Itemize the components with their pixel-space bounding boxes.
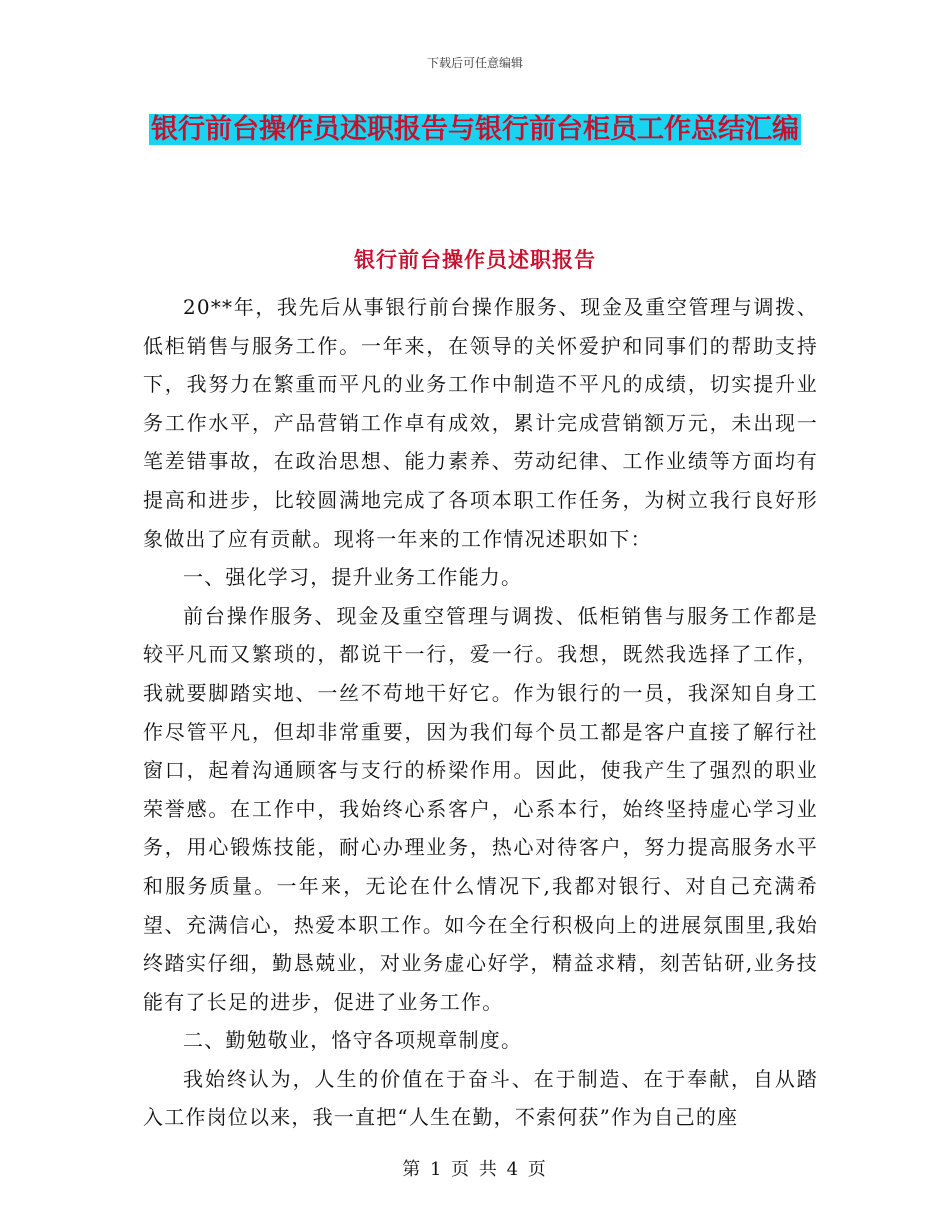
paragraph: 20**年，我先后从事银行前台操作服务、现金及重空管理与调拨、低柜销售与服务工作。一年来，在领导的关怀爱护和同事们的帮助支持下，我努力在繁重而平凡的业务工作中制造不平凡的成绩，切实提升业务工作水平，产品营销工作卓有成效，累计完成营销额万元，未出现一笔差错事故，在政治思想、能力素养、劳动纪律、工作业绩等方面均有提高和进步，比较圆满地完成了各项本职工作任务，为树立我行良好形象做出了应有贡献。现将一年来的工作情况述职如下： (143, 295, 818, 551)
section-heading: 一、强化学习，提升业务工作能力。 (183, 565, 523, 590)
header-note: 下载后可任意编辑 (426, 56, 523, 70)
paragraph: 前台操作服务、现金及重空管理与调拨、低柜销售与服务工作都是较平凡而又繁琐的，都说干一行，爱一行。我想，既然我选择了工作，我就要脚踏实地、一丝不苟地干好它。作为银行的一员，我深知自身工作尽管平凡，但却非常重要，因为我们每个员工都是客户直接了解行社窗口，起着沟通顾客与支行的桥梁作用。因此，使我产生了强烈的职业荣誉感。在工作中，我始终心系客户，心系本行，始终坚持虚心学习业务，用心锻炼技能，耐心办理业务，热心对待客户，努力提高服务水平和服务质量。一年来，无论在什么情况下,我都对银行、对自己充满希望、充满信心，热爱本职工作。如今在全行积极向上的进展氛围里,我始终踏实仔细，勤恳兢业，对业务虚心好学，精益求精，刻苦钻研,业务技能有了长足的进步，促进了业务工作。 (143, 603, 818, 1014)
document-body (143, 288, 818, 1137)
document-title (140, 106, 810, 154)
paragraph: 我始终认为，人生的价值在于奋斗、在于制造、在于奉献，自从踏入工作岗位以来，我一直把“人生在勤，不索何获”作为自己的座 (143, 1066, 818, 1130)
page-footer: 第 1 页 共 4 页 (402, 1159, 548, 1180)
section-heading: 二、勤勉敬业，恪守各项规章制度。 (183, 1028, 523, 1053)
section-title: 银行前台操作员述职报告 (354, 247, 596, 272)
document-title-text: 银行前台操作员述职报告与银行前台柜员工作总结汇编 (151, 114, 799, 145)
